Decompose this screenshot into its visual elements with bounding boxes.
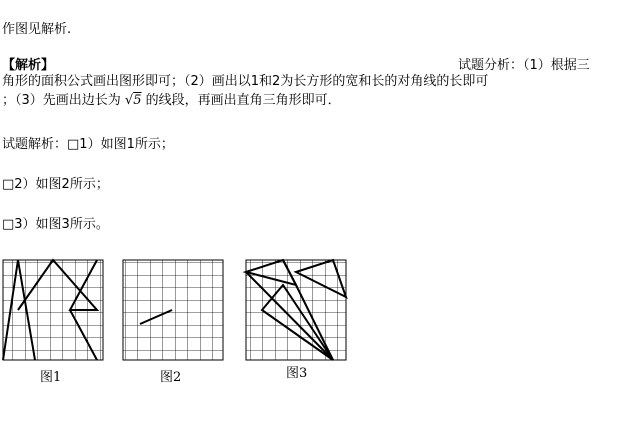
analysis-line3-pre: ；（3）先画出边长为 [2,93,121,108]
solution-item-3: □3）如图3所示。 [2,217,109,232]
figure-1-caption: 图1 [40,370,62,385]
summary-label: 试题分析： [458,58,524,73]
intro-text: 作图见解析. [2,22,72,37]
analysis-line1-end: （1）根据三 [523,58,590,73]
figure-2-caption: 图2 [160,370,182,385]
analysis-line3-post: 的线段，再画出直角三角形即可． [145,93,341,108]
figure-3-caption: 图3 [286,366,308,381]
solution-label: 试题解析： [2,137,68,152]
solution-item-2: □2）如图2所示； [2,177,109,192]
figure-2-grid [123,260,223,360]
analysis-line2: 角形的面积公式画出图形即可；（2）画出以1和2为长方形的宽和长的对角线的长即可 [2,74,489,89]
sqrt-five: √5 [124,93,142,108]
solution-item-1: □1）如图1所示； [67,137,174,152]
analysis-header: 【解析】 [2,58,55,73]
sqrt-radicand: 5 [133,93,142,108]
